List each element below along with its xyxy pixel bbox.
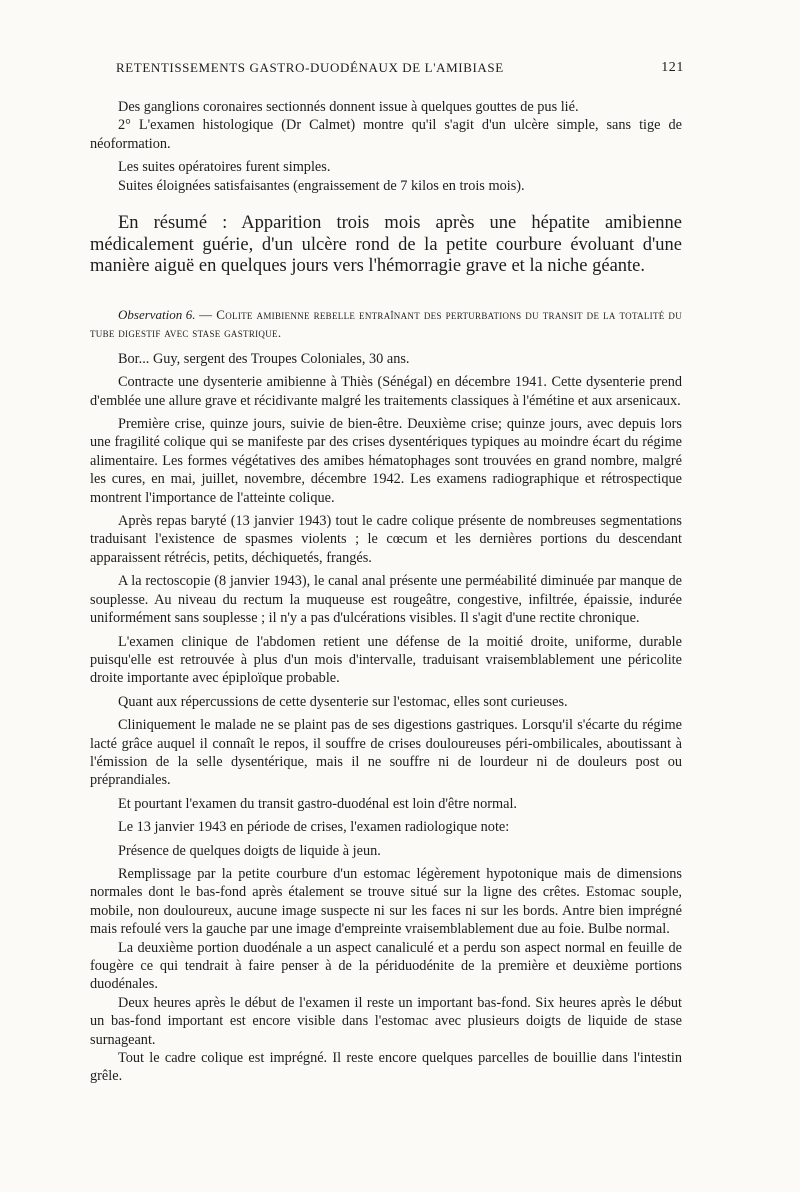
case-paragraph: Remplissage par la petite courbure d'un estomac légèrement hypotonique mais de dimensions normales dont le bas-fond après étalement se trouve situé sur la ligne des crêtes. Estomac souple, mobile, non douloureux, aucune image suspecte ni sur les faces ni sur les bords. Antre bien imprégné mais refoulé vers la gauche par une image d'empreinte vraisemblablement due au foie. Bulbe normal. <box>90 865 682 938</box>
summary-paragraph: En résumé : Apparition trois mois après une hépatite amibienne médicalement guérie, d'un ulcère rond de la petite courbure évoluant d'une manière aiguë en quelques jours vers l'hémorragie grave et la niche géante. <box>90 213 682 277</box>
case-paragraph: Quant aux répercussions de cette dysenterie sur l'estomac, elles sont curieuses. <box>118 693 568 710</box>
page-body <box>90 98 682 1086</box>
page-number: 121 <box>661 60 684 75</box>
case-paragraph: Cliniquement le malade ne se plaint pas de ses digestions gastriques. Lorsqu'il s'écarte du régime lacté grâce auquel il connaît le repos, il souffre de crises douloureuses péri-ombilicales, aboutissant à l'émission de la selle dysentérique, mais il ne souffre ni de lourdeur ni de douleurs post ou préprandiales. <box>90 717 682 789</box>
case-paragraph: Le 13 janvier 1943 en période de crises, l'examen radiologique note: <box>118 819 510 836</box>
case-paragraph: L'examen clinique de l'abdomen retient une défense de la moitié droite, uniforme, durable puisqu'elle est retrouvée à plus d'un mois d'intervalle, traduisant vraisemblablement une péricolite droite importante avec épiploïque probable. <box>90 633 682 687</box>
case-paragraph: Première crise, quinze jours, suivie de bien-être. Deuxième crise; quinze jours, avec depuis lors une fragilité colique qui se manifeste par des crises dysentériques typiques au moindre écart du régime alimentaire. Les formes végétatives des amibes hématophages sont trouvées en grand nombre, malgré les cures, en mai, juillet, novembre, décembre 1942. Les examens radiographique et rétrospectique montrent l'importance de l'atteinte colique. <box>90 416 682 506</box>
paragraph: 2° L'examen histologique (Dr Calmet) montre qu'il s'agit d'un ulcère simple, sans tige de néoformation. <box>90 117 682 152</box>
observation-heading <box>90 306 682 342</box>
observation-label: Observation 6. <box>118 306 196 322</box>
case-paragraph: Bor... Guy, sergent des Troupes Coloniales, 30 ans. <box>118 350 410 367</box>
case-paragraph: A la rectoscopie (8 janvier 1943), le canal anal présente une perméabilité diminuée par manque de souplesse. Au niveau du rectum la muqueuse est rougeâtre, congestive, infiltrée, épaissie, indurée uniformément sans souplesse ; il n'y a pas d'ulcérations visibles. Il s'agit d'une rectite chronique. <box>90 573 682 627</box>
case-paragraph: Présence de quelques doigts de liquide à jeun. <box>118 842 381 859</box>
paragraph: Suites éloignées satisfaisantes (engraissement de 7 kilos en trois mois). <box>118 177 525 194</box>
case-paragraph: Après repas baryté (13 janvier 1943) tout le cadre colique présente de nombreuses segmentations traduisant l'existence de spasmes violents ; le cœcum et les dernières portions du descendant apparaissent rétrécis, petits, déchiquetés, frangés. <box>90 513 682 566</box>
case-paragraph: Tout le cadre colique est imprégné. Il reste encore quelques parcelles de bouillie dans l'intestin grêle. <box>90 1050 682 1085</box>
paragraph: Les suites opératoires furent simples. <box>118 159 331 176</box>
case-paragraph: Et pourtant l'examen du transit gastro-duodénal est loin d'être normal. <box>118 795 518 812</box>
case-paragraph: Deux heures après le début de l'examen il reste un important bas-fond. Six heures après le début un bas-fond important est encore visible dans l'estomac avec plusieurs doigts de liquide de stase surnageant. <box>90 994 682 1048</box>
running-title: RETENTISSEMENTS GASTRO-DUODÉNAUX DE L'AMIBIASE <box>116 60 504 75</box>
running-header <box>116 60 684 76</box>
observation-title: — Colite amibienne rebelle entraînant des perturbations du transit de la totalité du tube digestif avec stase gastrique. <box>90 306 682 340</box>
case-paragraph: La deuxième portion duodénale a un aspect canaliculé et a perdu son aspect normal en feuille de fougère ce qui tendrait à faire penser à de la périduodénite de la première et deuxième portions duodénales. <box>90 939 682 993</box>
case-paragraph: Contracte une dysenterie amibienne à Thiès (Sénégal) en décembre 1941. Cette dysenterie prend d'emblée une allure grave et récidivante malgré les traitements classiques à l'émétine et aux arsenicaux. <box>90 374 682 409</box>
paragraph: Des ganglions coronaires sectionnés donnent issue à quelques gouttes de pus lié. <box>118 99 579 115</box>
